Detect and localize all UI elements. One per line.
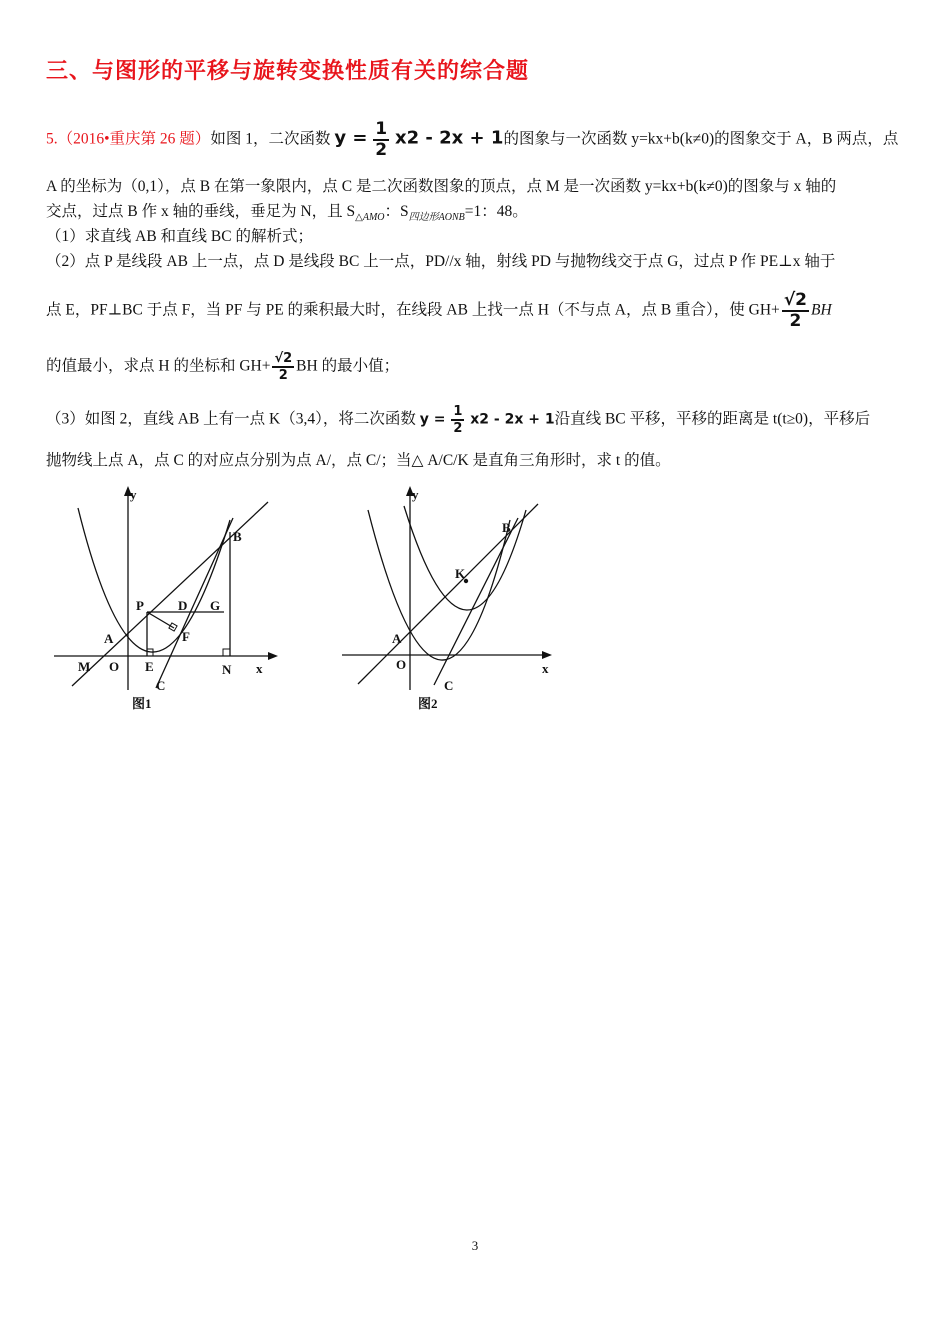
- label-b: B: [233, 529, 242, 544]
- label-d: D: [178, 598, 188, 613]
- question-2-line-3: [46, 352, 906, 382]
- question-3-line-1: [46, 405, 906, 435]
- figure-2-svg: [338, 480, 568, 720]
- question-2-line-2: [46, 292, 906, 330]
- area-subscript-aonb: 四边形AONB: [408, 212, 465, 223]
- figure-1-svg: [50, 480, 290, 720]
- q3-function-rest: x2 - 2x + 1: [470, 411, 555, 428]
- q3-line1-end: 沿直线 BC 平移，平移的距离是 t(t≥0)，平移后: [554, 410, 871, 428]
- label-a: A: [104, 631, 114, 646]
- q3-line1-text: （3）如图 2，直线 AB 上有一点 K（3,4），将二次函数: [46, 410, 416, 428]
- q3-function-y: y =: [419, 411, 446, 428]
- line3-text-c: =1：48。: [464, 203, 528, 220]
- label-y: y: [412, 487, 419, 502]
- label-x: x: [542, 661, 549, 676]
- x-axis-arrow: [268, 652, 278, 660]
- sqrt2-numerator: √2: [783, 290, 807, 310]
- section-title: 三、与图形的平移与旋转变换性质有关的综合题: [46, 59, 530, 84]
- q3-fraction-denominator: 2: [453, 421, 463, 436]
- label-p: P: [136, 598, 144, 613]
- figure-1-caption: 图1: [132, 696, 152, 711]
- fraction-half: [373, 121, 389, 159]
- label-o: O: [109, 659, 120, 674]
- label-a: A: [392, 631, 402, 646]
- fraction-numerator: 1: [375, 119, 388, 139]
- figure-1: [50, 480, 290, 725]
- x-axis-arrow: [542, 651, 552, 659]
- label-m: M: [78, 659, 91, 674]
- question-2-line-1: （2）点 P 是线段 AB 上一点，点 D 是线段 BC 上一点，PD//x 轴，射线 PD 与抛物线交于点 G，过点 P 作 PE⊥x 轴于: [46, 253, 836, 270]
- page-number: 3: [471, 1238, 479, 1253]
- area-subscript-amo: △AMO: [355, 212, 385, 223]
- problem-source: 5.（2016•重庆第 26 题）: [46, 130, 211, 148]
- problem-line-1: [46, 121, 906, 159]
- problem-intro: 如图 1，二次函数: [210, 130, 331, 148]
- q2-line3-end: BH 的最小值；: [296, 357, 400, 375]
- sqrt2-denominator-small: 2: [278, 368, 288, 383]
- q2-line2-text: 点 E，PF⊥BC 于点 F，当 PF 与 PE 的乘积最大时，在线段 AB 上找一点 H（不与点 A，点 B 重合），使 GH+: [46, 301, 780, 319]
- fraction-sqrt2-over-2: [782, 292, 809, 330]
- label-o: O: [396, 657, 407, 672]
- label-n: N: [222, 662, 232, 677]
- line-bc: [434, 518, 518, 685]
- label-c: C: [444, 678, 454, 693]
- fraction-denominator: 2: [375, 140, 388, 160]
- parabola-original: [368, 510, 510, 660]
- fraction-sqrt2-over-2-small: [272, 352, 294, 382]
- question-1: （1）求直线 AB 和直线 BC 的解析式；: [46, 228, 313, 245]
- label-x: x: [256, 661, 263, 676]
- label-c: C: [156, 678, 166, 693]
- function-y: y =: [334, 127, 368, 149]
- line3-text-a: 交点，过点 B 作 x 轴的垂线，垂足为 N，且 S: [46, 203, 356, 220]
- label-b: B: [502, 520, 511, 535]
- question-3-line-2: 抛物线上点 A，点 C 的对应点分别为点 A/，点 C/；当△ A/C/K 是直角三角形时，求 t 的值。: [46, 452, 671, 469]
- sqrt2-numerator-small: √2: [274, 351, 293, 366]
- problem-intro-2: 的图象与一次函数 y=kx+b(k≠0)的图象交于 A，B 两点，点: [503, 130, 899, 148]
- q2-line2-bh: BH: [810, 301, 832, 319]
- figure-2-caption: 图2: [418, 696, 438, 711]
- label-e: E: [145, 659, 154, 674]
- problem-line-3: [46, 201, 906, 229]
- label-g: G: [210, 598, 221, 613]
- function-rest: x2 - 2x + 1: [395, 127, 504, 149]
- problem-line-2: A 的坐标为（0,1），点 B 在第一象限内，点 C 是二次函数图象的顶点，点 M 是一次函数 y=kx+b(k≠0)的图象与 x 轴的: [46, 178, 837, 195]
- label-y: y: [130, 487, 137, 502]
- label-k: K: [455, 566, 466, 581]
- label-f: F: [182, 629, 190, 644]
- q2-line3-text: 的值最小，求点 H 的坐标和 GH+: [46, 357, 271, 375]
- line3-text-b: ：S: [384, 203, 409, 220]
- q3-fraction-half: [451, 405, 464, 435]
- parabola: [78, 508, 230, 652]
- q3-fraction-numerator: 1: [453, 404, 463, 419]
- sqrt2-denominator: 2: [789, 311, 802, 331]
- right-angle-n: [223, 649, 230, 656]
- figure-2: [338, 480, 568, 725]
